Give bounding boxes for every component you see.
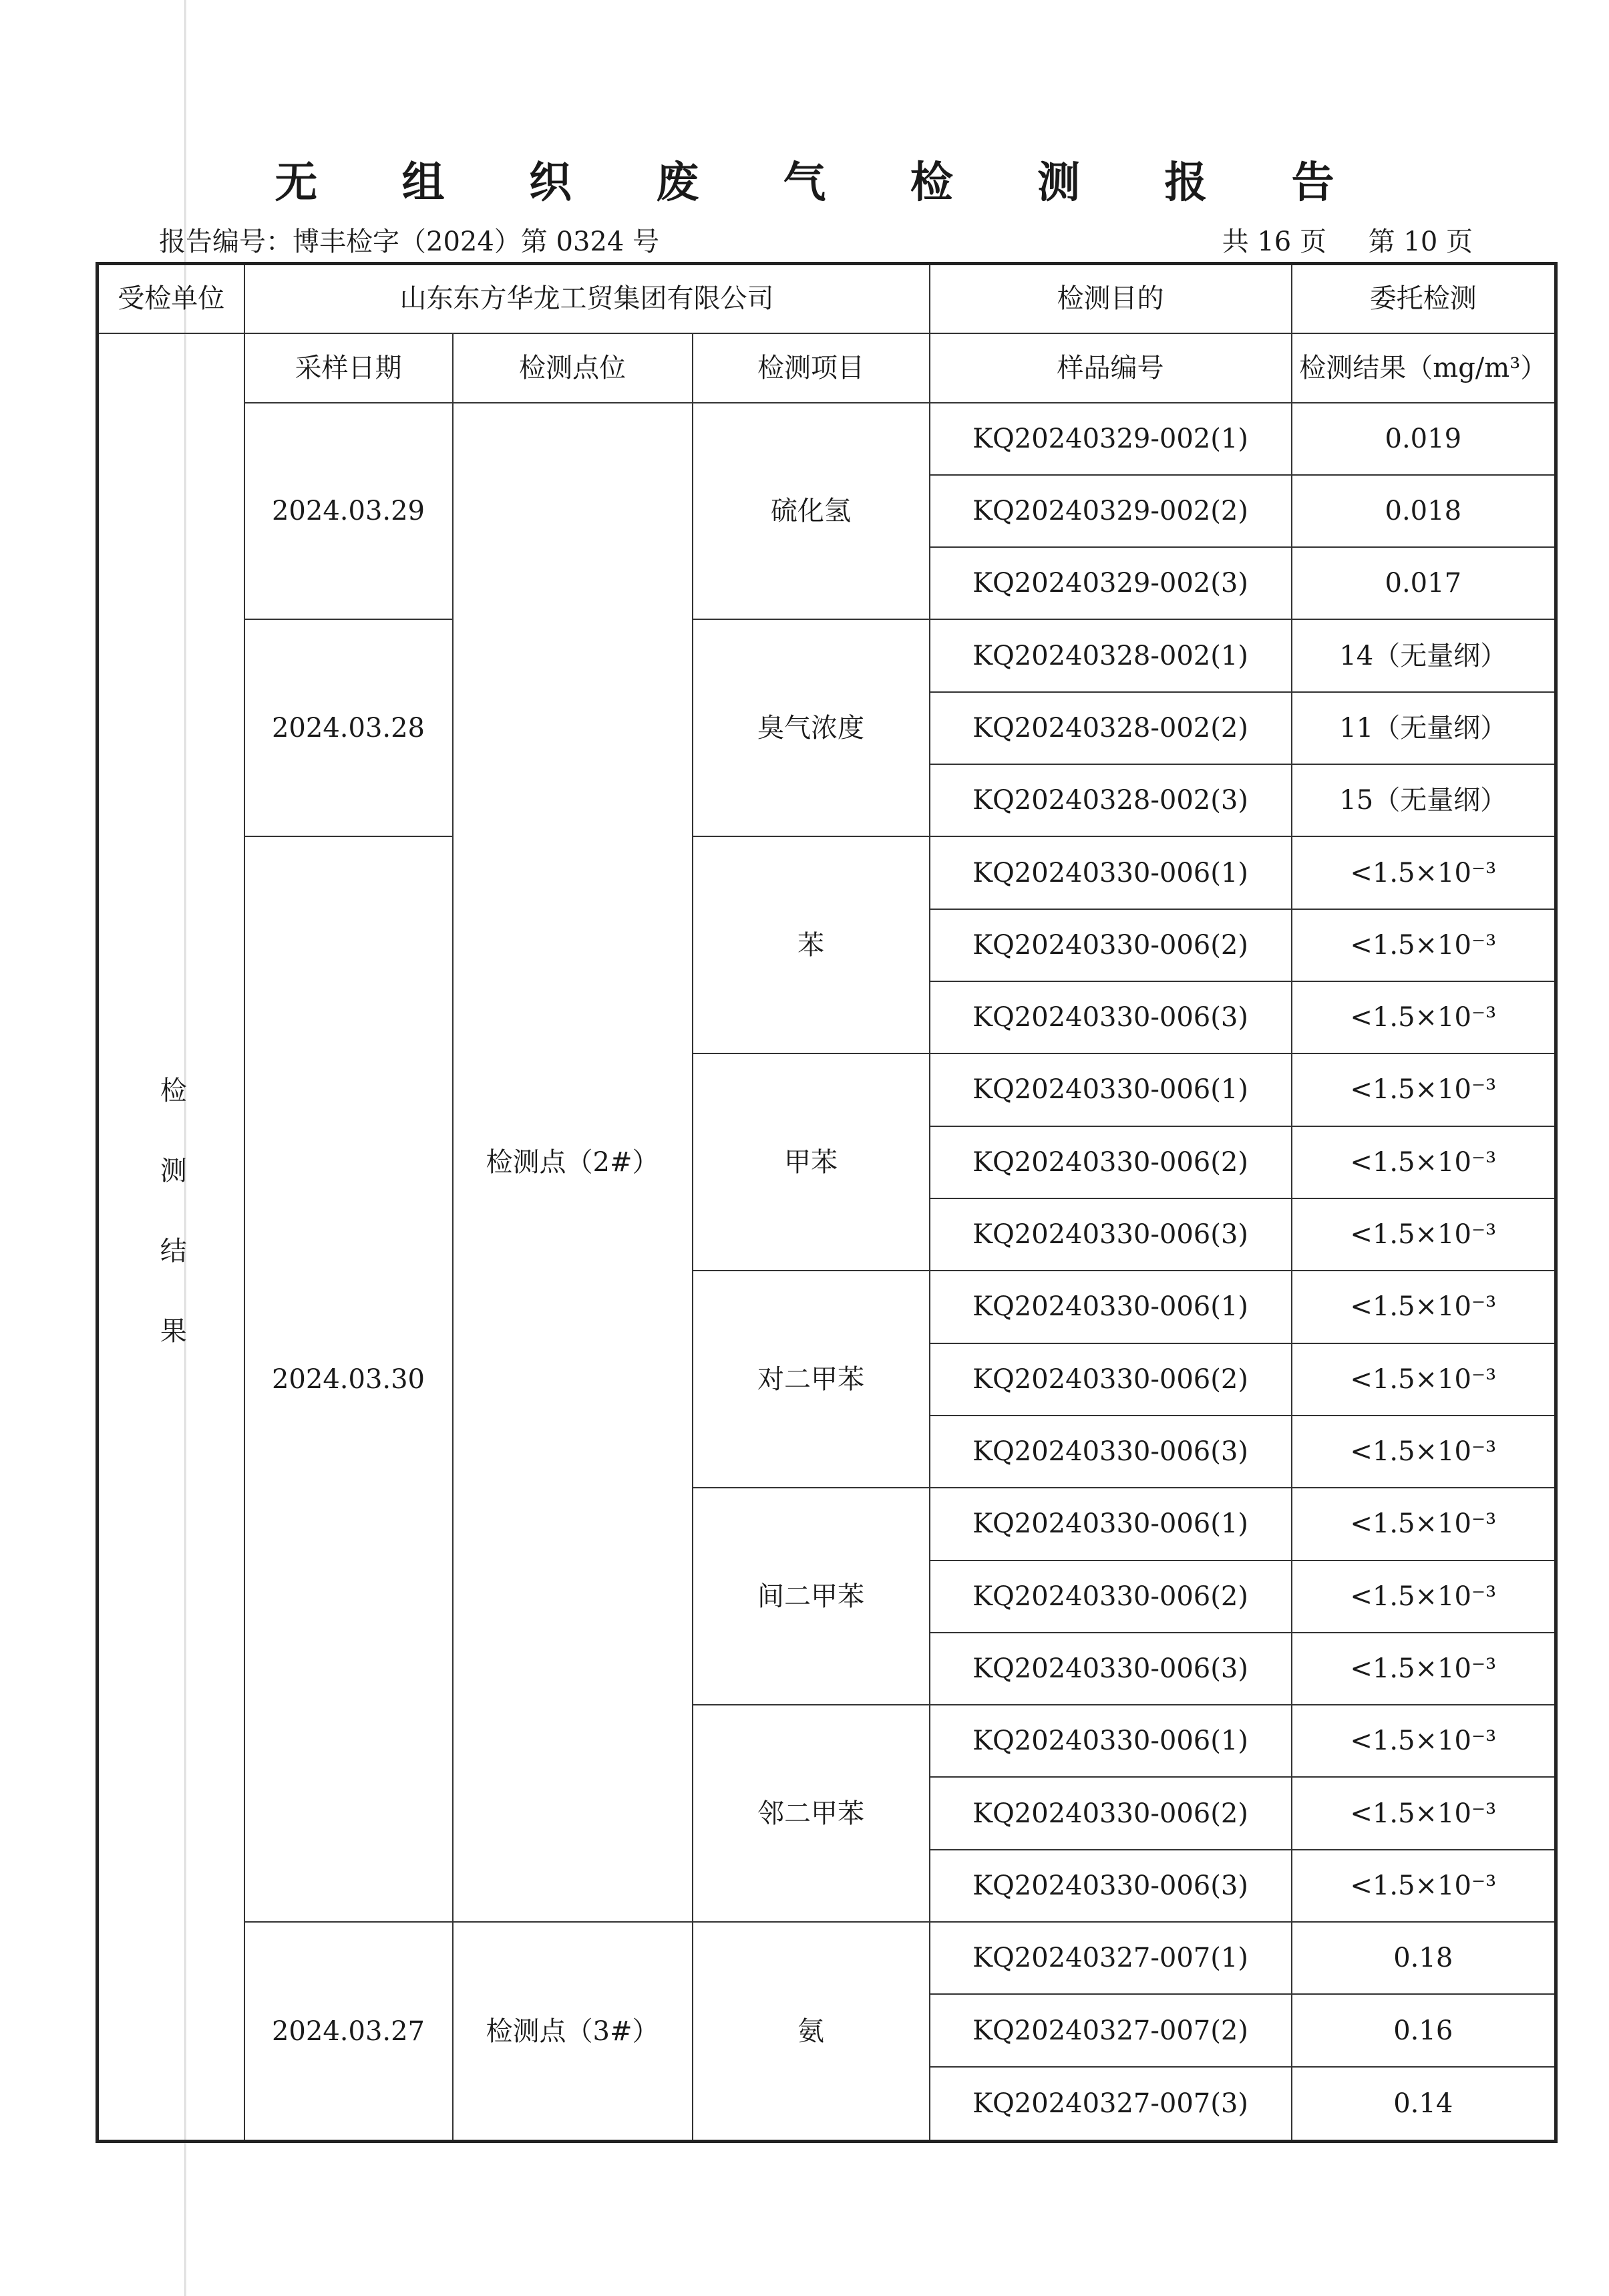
result-cell: <1.5×10⁻³ <box>1292 909 1556 981</box>
result-cell: <1.5×10⁻³ <box>1292 1053 1556 1126</box>
col-sample: 样品编号 <box>930 333 1292 403</box>
sample-cell: KQ20240327-007(3) <box>930 2067 1292 2142</box>
sample-cell: KQ20240329-002(2) <box>930 475 1292 547</box>
result-cell: <1.5×10⁻³ <box>1292 1343 1556 1416</box>
total-pages: 共 16 页 <box>1222 226 1326 257</box>
result-cell: <1.5×10⁻³ <box>1292 981 1556 1053</box>
date-cell: 2024.03.28 <box>244 619 453 836</box>
result-cell: 0.16 <box>1292 1994 1556 2066</box>
point-cell: 检测点（2#） <box>453 403 693 1923</box>
table-header-row <box>98 264 1556 333</box>
purpose-value: 委托检测 <box>1292 264 1556 333</box>
sample-cell: KQ20240330-006(1) <box>930 1053 1292 1126</box>
col-point: 检测点位 <box>453 333 693 403</box>
sample-cell: KQ20240329-002(3) <box>930 547 1292 619</box>
col-date: 采样日期 <box>244 333 453 403</box>
item-cell: 苯 <box>693 836 930 1053</box>
sample-cell: KQ20240330-006(1) <box>930 1705 1292 1777</box>
results-table <box>96 262 1558 2143</box>
sample-cell: KQ20240327-007(2) <box>930 1994 1292 2066</box>
result-cell: <1.5×10⁻³ <box>1292 1633 1556 1705</box>
table-row <box>98 836 1556 909</box>
item-cell: 对二甲苯 <box>693 1271 930 1488</box>
item-cell: 甲苯 <box>693 1053 930 1271</box>
page-info <box>1189 220 1473 259</box>
result-cell: 0.019 <box>1292 403 1556 475</box>
sample-cell: KQ20240330-006(3) <box>930 1633 1292 1705</box>
result-cell: 14（无量纲） <box>1292 619 1556 691</box>
point-cell: 检测点（3#） <box>453 1922 693 2141</box>
section-label: 检测结果 <box>98 333 244 2142</box>
purpose-label: 检测目的 <box>930 264 1292 333</box>
sample-cell: KQ20240330-006(3) <box>930 1198 1292 1271</box>
sample-cell: KQ20240330-006(2) <box>930 1561 1292 1633</box>
sample-cell: KQ20240330-006(2) <box>930 1777 1292 1849</box>
unit-value: 山东东方华龙工贸集团有限公司 <box>244 264 930 333</box>
sample-cell: KQ20240330-006(2) <box>930 909 1292 981</box>
item-cell: 臭气浓度 <box>693 619 930 836</box>
result-cell: 11（无量纲） <box>1292 692 1556 764</box>
report-title: 无 组 织 废 气 检 测 报 告 <box>275 158 1369 208</box>
item-cell: 硫化氢 <box>693 403 930 620</box>
sample-cell: KQ20240328-002(2) <box>930 692 1292 764</box>
result-cell: <1.5×10⁻³ <box>1292 1271 1556 1343</box>
col-item: 检测项目 <box>693 333 930 403</box>
item-cell: 间二甲苯 <box>693 1488 930 1705</box>
result-cell: <1.5×10⁻³ <box>1292 1126 1556 1198</box>
result-cell: <1.5×10⁻³ <box>1292 1777 1556 1849</box>
sample-cell: KQ20240330-006(1) <box>930 836 1292 909</box>
col-result: 检测结果（mg/m³） <box>1292 333 1556 403</box>
result-cell: 0.018 <box>1292 475 1556 547</box>
date-cell: 2024.03.27 <box>244 1922 453 2141</box>
result-cell: 0.18 <box>1292 1922 1556 1994</box>
table-row <box>98 403 1556 475</box>
result-cell: <1.5×10⁻³ <box>1292 1850 1556 1922</box>
result-cell: <1.5×10⁻³ <box>1292 1198 1556 1271</box>
item-cell: 氨 <box>693 1922 930 2141</box>
column-header-row <box>98 333 1556 403</box>
sample-cell: KQ20240330-006(3) <box>930 1850 1292 1922</box>
sample-cell: KQ20240330-006(1) <box>930 1271 1292 1343</box>
result-cell: 0.14 <box>1292 2067 1556 2142</box>
sample-cell: KQ20240330-006(1) <box>930 1488 1292 1560</box>
result-cell: <1.5×10⁻³ <box>1292 1416 1556 1488</box>
date-cell: 2024.03.29 <box>244 403 453 620</box>
item-cell: 邻二甲苯 <box>693 1705 930 1922</box>
result-cell: <1.5×10⁻³ <box>1292 1705 1556 1777</box>
sample-cell: KQ20240328-002(1) <box>930 619 1292 691</box>
result-cell: <1.5×10⁻³ <box>1292 1488 1556 1560</box>
sample-cell: KQ20240330-006(3) <box>930 1416 1292 1488</box>
sample-cell: KQ20240330-006(2) <box>930 1343 1292 1416</box>
report-number: 报告编号：博丰检字（2024）第 0324 号 <box>159 226 660 257</box>
result-cell: <1.5×10⁻³ <box>1292 836 1556 909</box>
result-cell: 15（无量纲） <box>1292 764 1556 836</box>
current-page: 第 10 页 <box>1368 226 1473 257</box>
sample-cell: KQ20240328-002(3) <box>930 764 1292 836</box>
sample-cell: KQ20240329-002(1) <box>930 403 1292 475</box>
result-cell: <1.5×10⁻³ <box>1292 1561 1556 1633</box>
sample-cell: KQ20240330-006(2) <box>930 1126 1292 1198</box>
table-row <box>98 1922 1556 1994</box>
unit-label: 受检单位 <box>98 264 244 333</box>
table-row <box>98 619 1556 691</box>
date-cell: 2024.03.30 <box>244 836 453 1922</box>
sample-cell: KQ20240330-006(3) <box>930 981 1292 1053</box>
result-cell: 0.017 <box>1292 547 1556 619</box>
sample-cell: KQ20240327-007(1) <box>930 1922 1292 1994</box>
